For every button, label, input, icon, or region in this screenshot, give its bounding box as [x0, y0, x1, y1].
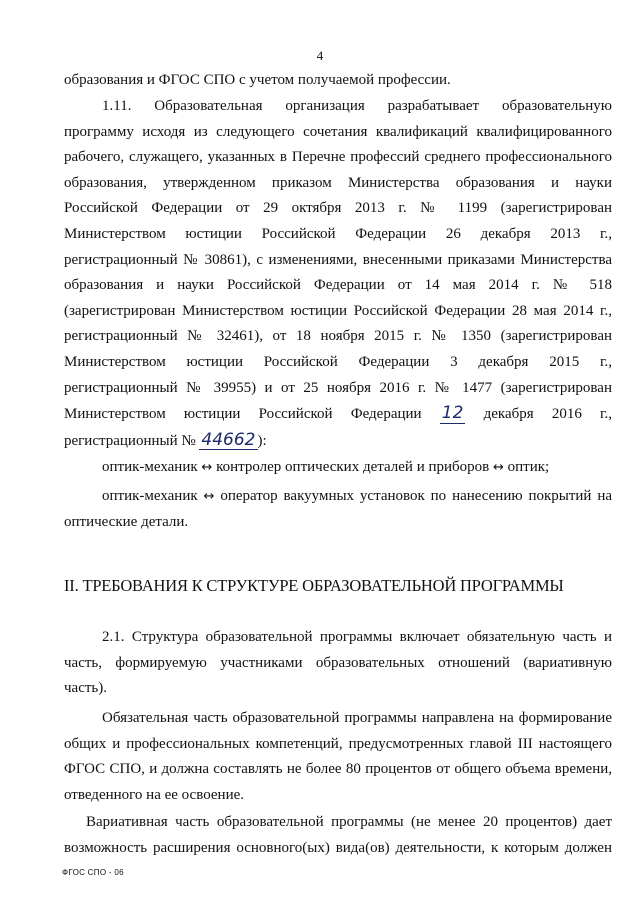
text-line: 2.1. Структура образовательной программы включает обязательную часть и	[102, 629, 612, 645]
text-line: регистрационный № 39955) и от 25 ноября 2016 г. № 1477 (зарегистрирован	[64, 379, 612, 396]
text-line: ФГОС СПО, и должна составлять не более 80 процентов от общего объема времени,	[64, 761, 612, 778]
text-line: Российской Федерации от 29 октября 2013 г. № 1199 (зарегистрирован	[64, 200, 612, 217]
paragraph-1-10-tail	[64, 68, 612, 94]
text-line: отведенного на ее освоение.	[64, 786, 244, 803]
handwritten-day: 12	[440, 401, 466, 427]
text-line: часть, формируемую участниками образовательных отношений (вариативную	[64, 654, 612, 671]
text-line: Министерством юстиции Российской Федерации 26 декабря 2013 г.,	[64, 225, 612, 242]
paragraph-mandatory-part	[64, 706, 612, 808]
text-line: рабочего, служащего, указанных в Перечне профессий среднего профессионального	[64, 149, 612, 166]
paragraph-1-11	[64, 94, 612, 535]
text-line: Обязательная часть образовательной программы направлена на формирование	[102, 710, 612, 726]
bidirectional-arrow-icon: ↔	[203, 488, 215, 504]
text-segment: Министерством юстиции Российской Федерации	[64, 406, 422, 423]
text-line: часть).	[64, 680, 108, 697]
text-line: образования, утвержденном приказом Министерства образования и науки	[64, 174, 612, 191]
text-segment: регистрационный №	[64, 432, 196, 449]
text-line: возможность расширения основного(ых) вида(ов) деятельности, к которым должен	[64, 839, 612, 856]
text-line: регистрационный № 32461), от 18 ноября 2015 г. № 1350 (зарегистрирован	[64, 328, 612, 345]
handwritten-registration-number: 44662	[199, 428, 257, 454]
text-line	[64, 428, 612, 455]
bidirectional-arrow-icon: ↔	[201, 460, 213, 476]
text-line: оптические детали.	[64, 513, 189, 530]
qualification-combination-1: оптик-механик ↔ контролер оптических деталей и приборов ↔ оптик;	[102, 459, 550, 476]
text-line: образования и ФГОС СПО с учетом получаемой профессии.	[64, 72, 451, 88]
qualification-combination-2: оптик-механик ↔ оператор вакуумных установок по нанесению покрытий на	[102, 487, 613, 504]
text-line: регистрационный № 30861), с изменениями, внесенными приказами Министерства	[64, 251, 612, 268]
paragraph-variative-part	[64, 810, 612, 861]
text-line: общих и профессиональных компетенций, предусмотренных главой III настоящего	[64, 735, 612, 752]
text-line: программу исходя из следующего сочетания квалификаций квалифицированного	[64, 123, 612, 140]
text-line: 1.11. Образовательная организация разрабатывает образовательную	[102, 98, 612, 114]
text-line: (зарегистрирован Министерством юстиции Российской Федерации 28 мая 2014 г.,	[64, 302, 612, 319]
text-line: Вариативная часть образовательной программы (не менее 20 процентов) дает	[86, 814, 612, 830]
text-line	[64, 401, 612, 428]
text-line: образования и науки Российской Федерации от 14 мая 2014 г. № 518	[64, 277, 612, 294]
bidirectional-arrow-icon: ↔	[493, 460, 504, 476]
text-segment: декабря 2016 г.,	[483, 406, 613, 423]
page-footer: ФГОС СПО - 06	[62, 868, 124, 877]
page-number: 4	[316, 48, 324, 63]
text-line: Министерством юстиции Российской Федерации 3 декабря 2015 г.,	[64, 353, 612, 370]
section-heading: II. ТРЕБОВАНИЯ К СТРУКТУРЕ ОБРАЗОВАТЕЛЬНОЙ ПРОГРАММЫ	[64, 576, 564, 595]
paragraph-2-1	[64, 625, 612, 702]
text-segment: ):	[257, 432, 267, 449]
